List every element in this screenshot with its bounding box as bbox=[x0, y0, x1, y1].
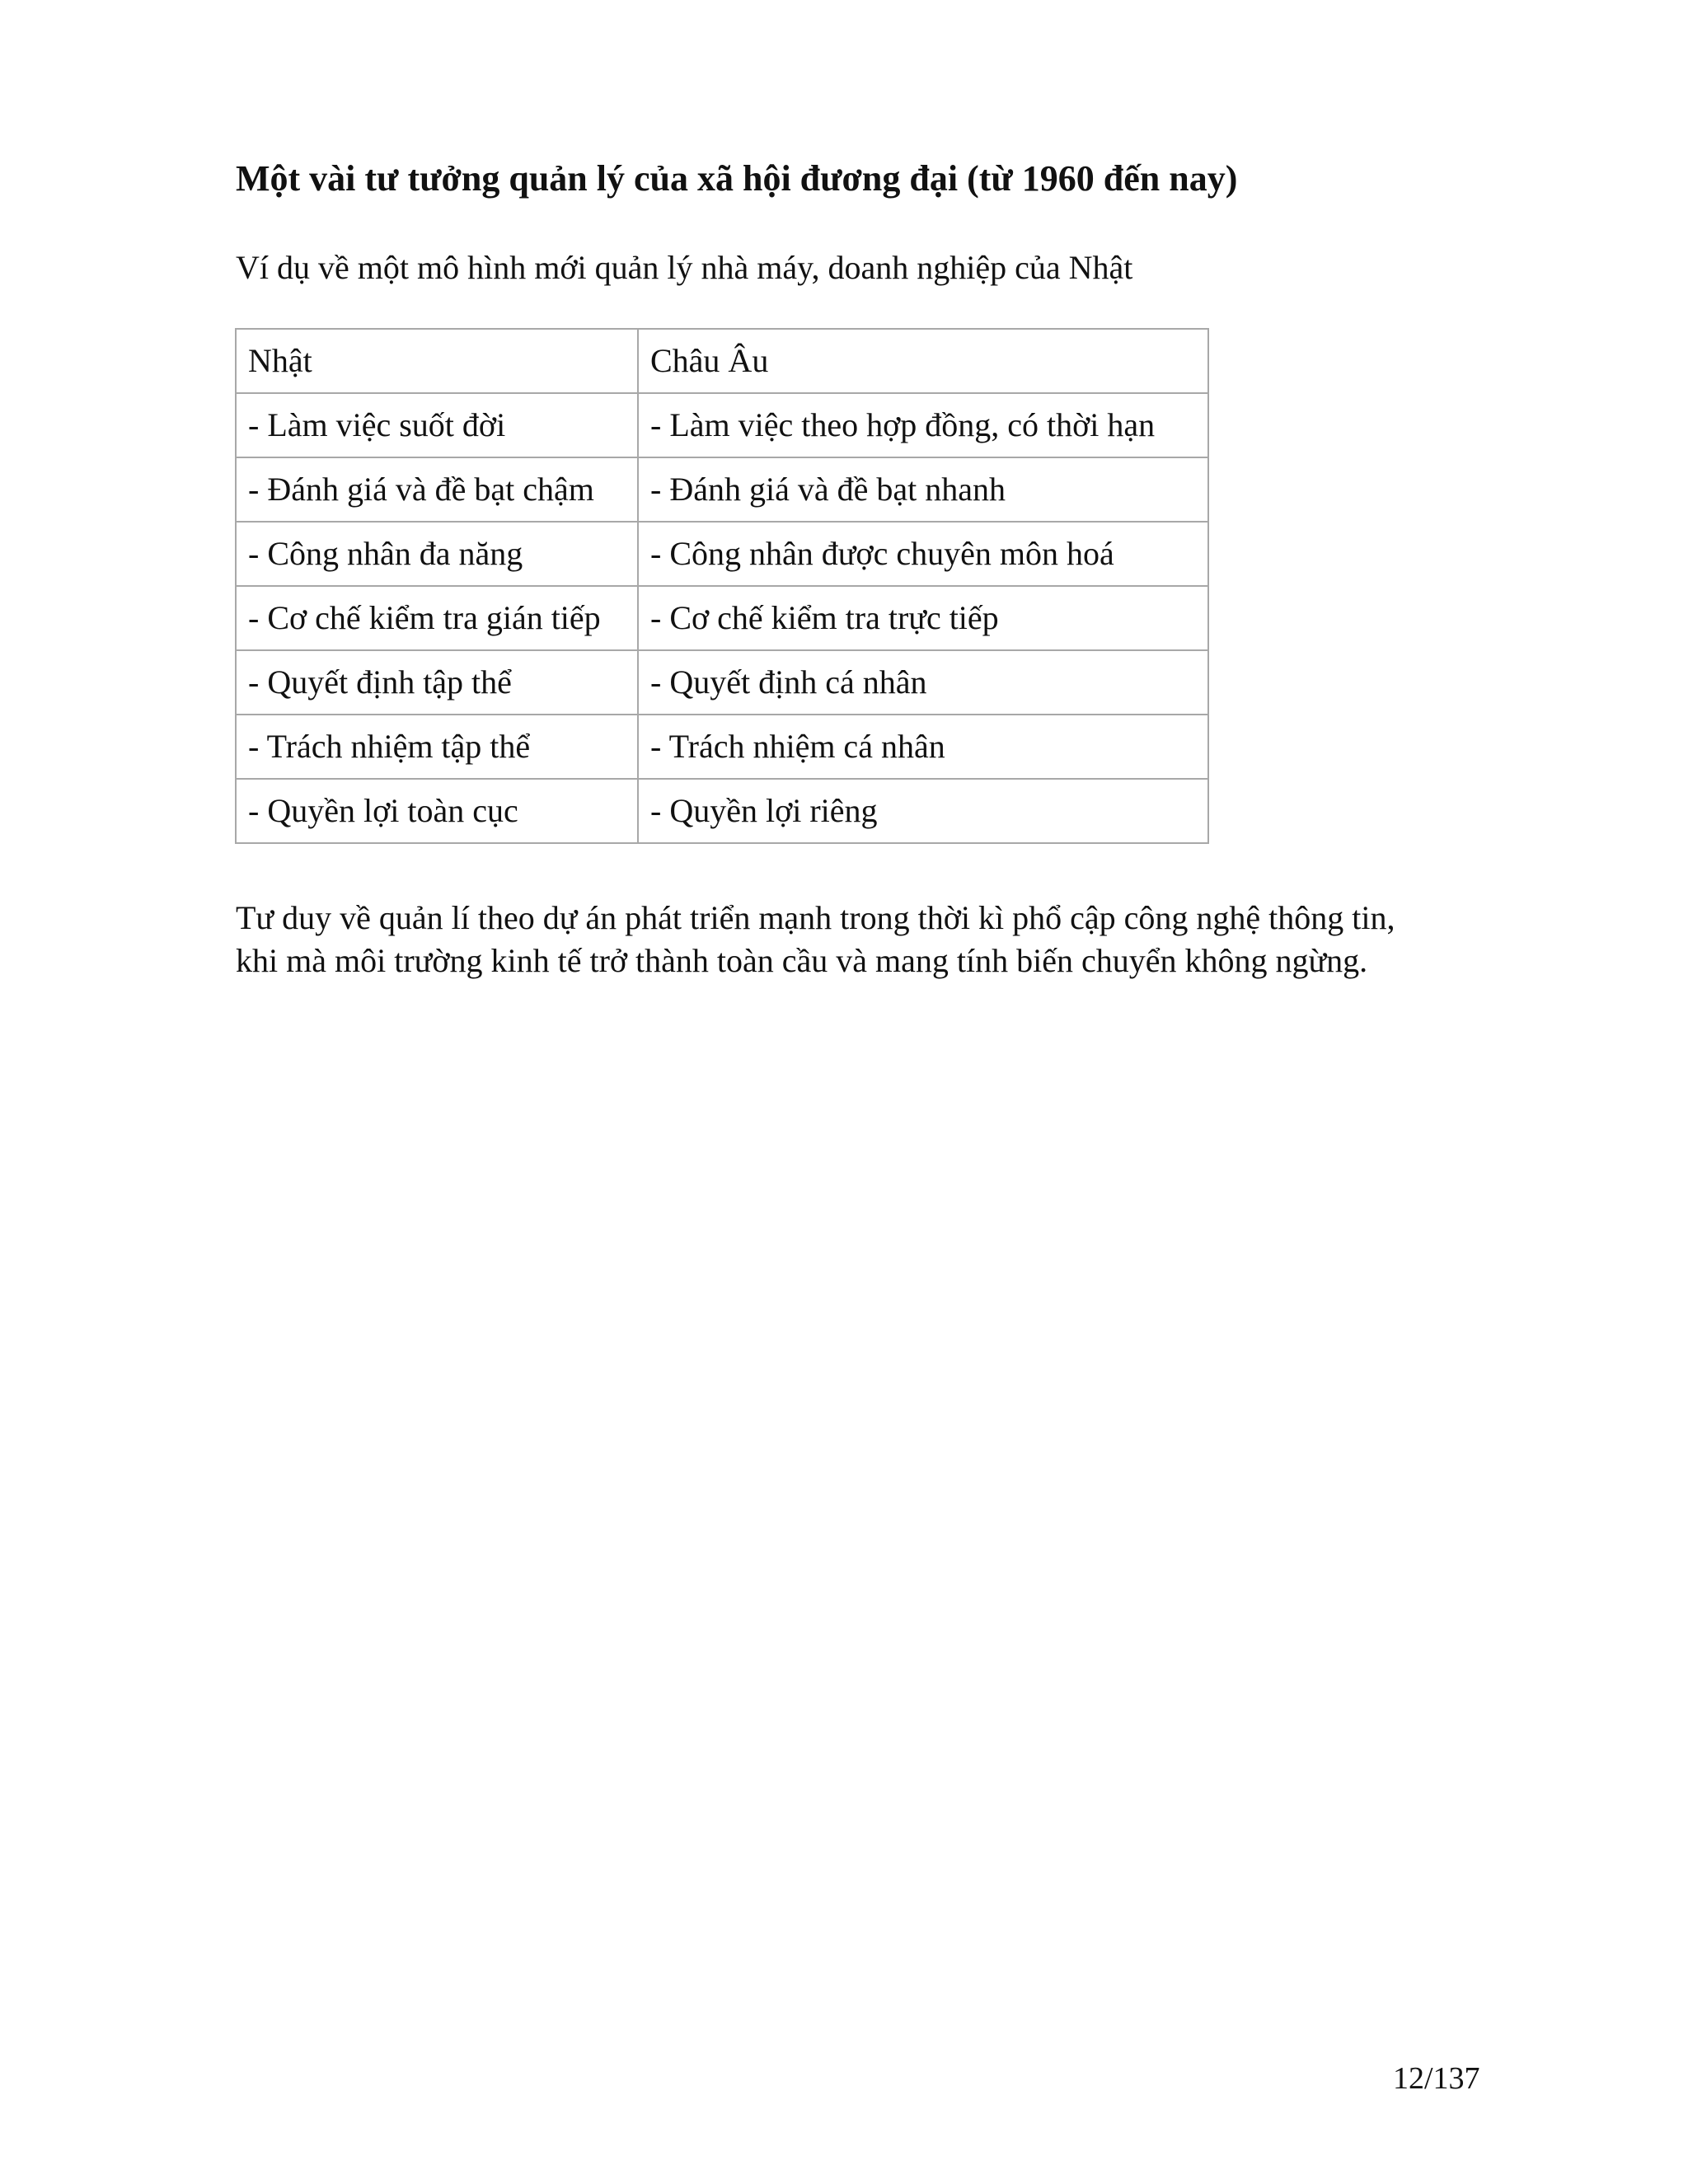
table-row bbox=[236, 586, 1208, 650]
closing-paragraph bbox=[236, 897, 1522, 982]
cell-japan: - Đánh giá và đề bạt chậm bbox=[236, 457, 638, 522]
header-europe: Châu Âu bbox=[638, 329, 1208, 393]
cell-japan: - Cơ chế kiểm tra gián tiếp bbox=[236, 586, 638, 650]
table-header-row bbox=[236, 329, 1208, 393]
cell-europe: - Quyết định cá nhân bbox=[638, 650, 1208, 715]
cell-europe: - Cơ chế kiểm tra trực tiếp bbox=[638, 586, 1208, 650]
cell-europe: - Làm việc theo hợp đồng, có thời hạn bbox=[638, 393, 1208, 457]
cell-japan: - Làm việc suốt đời bbox=[236, 393, 638, 457]
table-row bbox=[236, 779, 1208, 843]
page-number: 12/137 bbox=[1393, 2061, 1480, 2096]
table-row bbox=[236, 650, 1208, 715]
cell-japan: - Trách nhiệm tập thể bbox=[236, 715, 638, 779]
comparison-table bbox=[235, 328, 1209, 844]
cell-europe: - Công nhân được chuyên môn hoá bbox=[638, 522, 1208, 586]
cell-europe: - Quyền lợi riêng bbox=[638, 779, 1208, 843]
table-row bbox=[236, 715, 1208, 779]
table-row bbox=[236, 457, 1208, 522]
cell-europe: - Đánh giá và đề bạt nhanh bbox=[638, 457, 1208, 522]
page-title: Một vài tư tưởng quản lý của xã hội đương đại (từ 1960 đến nay) bbox=[236, 158, 1238, 199]
intro-text: Ví dụ về một mô hình mới quản lý nhà máy, doanh nghiệp của Nhật bbox=[236, 249, 1133, 286]
cell-europe: - Trách nhiệm cá nhân bbox=[638, 715, 1208, 779]
closing-line: Tư duy về quản lí theo dự án phát triển mạnh trong thời kì phổ cập công nghệ thông tin, bbox=[236, 899, 1395, 936]
table-row bbox=[236, 393, 1208, 457]
header-japan: Nhật bbox=[236, 329, 638, 393]
cell-japan: - Quyền lợi toàn cục bbox=[236, 779, 638, 843]
table-row bbox=[236, 522, 1208, 586]
cell-japan: - Công nhân đa năng bbox=[236, 522, 638, 586]
closing-line: khi mà môi trường kinh tế trở thành toàn cầu và mang tính biến chuyển không ngừng. bbox=[236, 942, 1368, 979]
cell-japan: - Quyết định tập thể bbox=[236, 650, 638, 715]
